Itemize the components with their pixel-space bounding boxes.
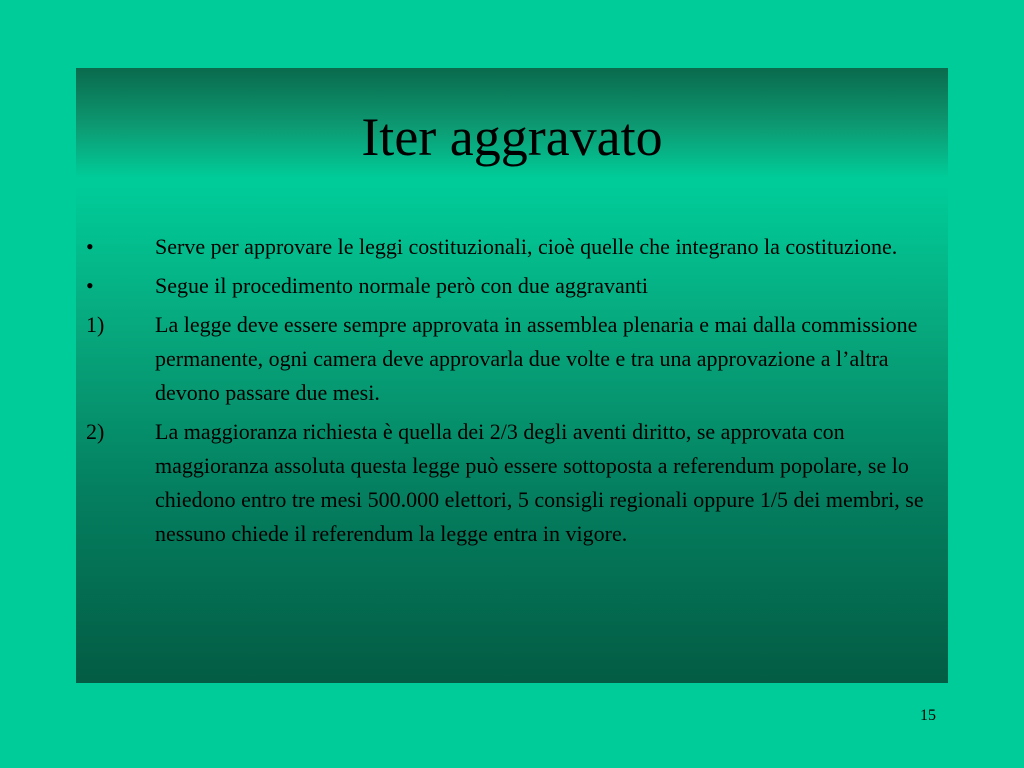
bullet-list bbox=[86, 230, 944, 556]
list-item-text: La legge deve essere sempre approvata in assemblea plenaria e mai dalla commissione permanente, ogni camera deve approvarla due volte e tra una approvazione a l’altra devono passare due mesi. bbox=[155, 312, 918, 405]
list-item-text: Segue il procedimento normale però con due aggravanti bbox=[155, 273, 648, 298]
list-item bbox=[86, 230, 944, 264]
bullet-marker: • bbox=[86, 234, 94, 259]
list-item bbox=[86, 269, 944, 303]
list-item-text: Serve per approvare le leggi costituzionali, cioè quelle che integrano la costituzione. bbox=[155, 234, 898, 259]
slide-title: Iter aggravato bbox=[361, 107, 663, 167]
list-item-text: La maggioranza richiesta è quella dei 2/3 degli aventi diritto, se approvata con maggioranza assoluta questa legge può essere sottoposta a referendum popolare, se lo chiedono entro tre mesi 500.000 elettori, 5 consigli regionali oppure 1/5 dei membri, se nessuno chiede il referendum la legge entra in vigore. bbox=[155, 419, 924, 546]
content-panel bbox=[76, 68, 948, 683]
list-item bbox=[86, 415, 944, 551]
number-marker: 1) bbox=[86, 312, 105, 337]
slide-number: 15 bbox=[920, 707, 936, 724]
bullet-marker: • bbox=[86, 273, 94, 298]
number-marker: 2) bbox=[86, 419, 105, 444]
list-item bbox=[86, 308, 944, 410]
